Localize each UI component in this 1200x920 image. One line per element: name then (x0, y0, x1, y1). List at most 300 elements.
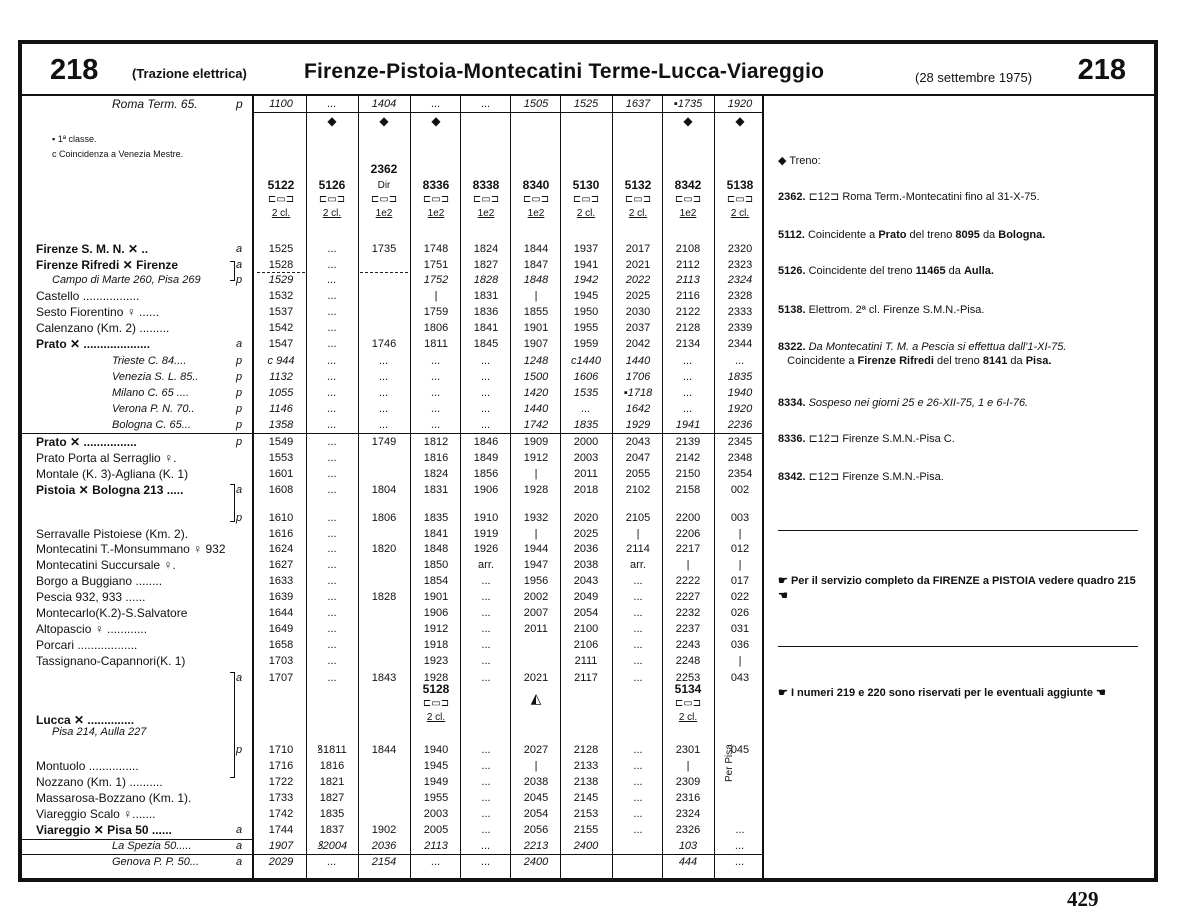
rule (22, 433, 762, 434)
time-cell: 2227 (675, 591, 701, 603)
traction-label: (Trazione elettrica) (132, 66, 247, 81)
train-badge-icon: ⊏12⊐ (808, 471, 840, 483)
time-cell: 1955 (423, 792, 449, 804)
time-cell: 1751 (423, 259, 449, 271)
time-cell: 2007 (523, 607, 549, 619)
train-car-icon: ⊏▭⊐ (726, 194, 754, 205)
station-name (36, 336, 248, 352)
time-cell: ... (481, 672, 491, 684)
time-cell: | (534, 528, 538, 540)
time-cell: 1950 (573, 306, 599, 318)
timetable-frame (18, 40, 1158, 882)
time-cell: 2020 (573, 512, 599, 524)
time-cell: 2021 (523, 672, 549, 684)
time-cell: 017 (730, 575, 750, 587)
time-cell: 2111 (574, 655, 598, 667)
time-cell: 1146 (269, 403, 293, 415)
time-cell: ... (379, 371, 389, 383)
time-cell: 2106 (573, 639, 599, 651)
station-name (36, 241, 248, 257)
time-cell: ... (327, 274, 337, 286)
pointing-hand-icon: ☚ (778, 590, 788, 602)
time-cell: 1821 (319, 776, 345, 788)
time-cell: 2301 (675, 744, 701, 756)
time-cell: 1956 (523, 575, 549, 587)
time-cell: 1627 (268, 559, 294, 571)
time-cell: 1910 (473, 512, 499, 524)
time-cell: 043 (730, 672, 750, 684)
time-cell: ... (379, 419, 389, 431)
origin-time: ... (431, 98, 441, 110)
train-diamond-icon: ◆ (431, 114, 441, 128)
time-cell: 2113 (424, 840, 448, 852)
arrival-departure-flag: p (236, 403, 243, 415)
time-cell: ... (481, 607, 491, 619)
time-cell: 1837 (319, 824, 345, 836)
time-cell: 1835 (727, 371, 753, 383)
time-cell: 1532 (268, 290, 294, 302)
time-cell: ... (633, 760, 643, 772)
time-cell: 2316 (675, 792, 701, 804)
train-number: 2362 (370, 162, 398, 176)
time-cell: 2037 (625, 322, 651, 334)
time-cell: ... (327, 452, 337, 464)
time-cell: ... (327, 856, 337, 868)
pointing-hand-icon: ☚ (1096, 687, 1106, 699)
arrival-departure-flag: a (236, 824, 243, 836)
train-class: 2 cl. (678, 712, 698, 723)
time-cell: 2253 (675, 672, 701, 684)
station-label: Castello ................. (36, 289, 140, 303)
train-diamond-icon: ◆ (683, 114, 693, 128)
train-number: 8338 (472, 178, 500, 192)
train-class: 2 cl. (426, 712, 446, 723)
time-cell: arr. (478, 559, 494, 571)
origin-time: 1920 (727, 98, 753, 110)
arrival-departure-flag: a (236, 484, 243, 496)
station-label: Viareggio ✕ Pisa 50 ...... (36, 823, 172, 837)
time-cell: 1937 (573, 243, 599, 255)
time-cell: 2025 (625, 290, 651, 302)
time-cell: 1639 (268, 591, 294, 603)
train-car-icon: ⊏▭⊐ (472, 194, 500, 205)
station-name (36, 621, 248, 637)
time-cell: 1827 (473, 259, 499, 271)
train-class: 1e2 (427, 208, 445, 219)
time-cell: 2102 (625, 484, 651, 496)
train-number: 5122 (267, 178, 295, 192)
time-cell: 2017 (625, 243, 651, 255)
time-cell: 2025 (573, 528, 599, 540)
brace-lucca (230, 672, 235, 778)
time-cell: 2138 (573, 776, 599, 788)
time-column-divider (358, 94, 359, 882)
time-cell: 2222 (675, 575, 701, 587)
time-cell: ... (481, 808, 491, 820)
time-cell: 2154 (371, 856, 397, 868)
rule (257, 272, 305, 273)
time-cell: 003 (730, 512, 750, 524)
train-number: 8336 (422, 178, 450, 192)
station-label: Porcari .................. (36, 638, 138, 652)
time-cell: ... (735, 840, 745, 852)
arrival-departure-flag: p (236, 436, 243, 448)
time-cell: | (686, 559, 690, 571)
time-cell: 1941 (675, 419, 701, 431)
time-cell: ... (633, 623, 643, 635)
train-car-icon: ⊏▭⊐ (522, 194, 550, 205)
time-cell: ... (327, 419, 337, 431)
time-cell: ... (481, 776, 491, 788)
time-cell: 1848 (523, 274, 549, 286)
station-label: Milano C. 65 .... (112, 387, 190, 399)
time-cell: 2021 (625, 259, 651, 271)
time-cell: ... (327, 403, 337, 415)
station-name (36, 466, 248, 482)
time-cell: 1928 (523, 484, 549, 496)
time-cell: ... (481, 591, 491, 603)
time-cell: 1912 (523, 452, 549, 464)
train-class: 1e2 (477, 208, 495, 219)
note-8322: 8322. Da Montecatini T. M. a Pescia si effettua dall'1-XI-75. Coincidente a Firenze Rifredi del treno 8141 da Pisa. (778, 341, 1067, 367)
time-cell: 1055 (268, 387, 294, 399)
rule (360, 272, 408, 273)
time-cell: 1804 (371, 484, 397, 496)
time-cell: 1907 (523, 338, 549, 350)
time-cell: 2043 (573, 575, 599, 587)
station-label: Montale (K. 3)-Agliana (K. 1) (36, 467, 189, 481)
station-label: La Spezia 50..... (112, 840, 192, 852)
station-label: Calenzano (Km. 2) ......... (36, 321, 170, 335)
time-cell: 2036 (573, 543, 599, 555)
arrival-departure-flag: p (236, 355, 243, 367)
time-cell: 1926 (473, 543, 499, 555)
time-cell: 1616 (268, 528, 294, 540)
time-cell: 1945 (573, 290, 599, 302)
train-car-icon: ⊏▭⊐ (422, 194, 450, 205)
time-cell: 012 (730, 543, 750, 555)
train-badge-icon: ⊏12⊐ (808, 191, 840, 203)
time-cell: 2002 (523, 591, 549, 603)
time-cell: 2042 (625, 338, 651, 350)
origin-time: ... (327, 98, 337, 110)
time-cell: ... (327, 512, 337, 524)
time-cell: ... (327, 468, 337, 480)
station-name (36, 304, 248, 320)
time-cell: 2400 (523, 856, 549, 868)
train-number: 5128 (422, 682, 450, 696)
time-cell: ... (735, 856, 745, 868)
time-cell: 1824 (473, 243, 499, 255)
time-cell: ... (431, 419, 441, 431)
train-car-icon: ⊏▭⊐ (370, 194, 398, 205)
time-cell: 2029 (268, 856, 294, 868)
time-cell: ... (327, 591, 337, 603)
time-cell: ... (431, 403, 441, 415)
time-cell: 2206 (675, 528, 701, 540)
time-cell: 1749 (371, 436, 397, 448)
time-cell: ... (683, 355, 693, 367)
station-name (36, 557, 248, 573)
time-cell: 2112 (676, 259, 700, 271)
note-servizio-completo: ☛ Per il servizio completo da FIRENZE a PISTOIA vedere quadro 215 ☚ (778, 575, 1136, 602)
time-cell: 1831 (473, 290, 499, 302)
train-car-icon: ⊏▭⊐ (674, 698, 702, 709)
time-cell: 1816 (319, 760, 345, 772)
note-8334: 8334. Sospeso nei giorni 25 e 26-XII-75, 1 e 6-I-76. (778, 397, 1029, 409)
time-cell: ... (633, 575, 643, 587)
time-cell: 1649 (268, 623, 294, 635)
time-cell: ... (327, 436, 337, 448)
legend-first-class: ▪ 1ª classe. (52, 134, 97, 144)
time-cell: 1624 (268, 543, 294, 555)
time-cell: ... (481, 655, 491, 667)
time-cell: arr. (630, 559, 646, 571)
time-column-divider (612, 94, 613, 882)
station-name (36, 605, 248, 621)
station-name (36, 589, 248, 605)
time-cell: 2030 (625, 306, 651, 318)
time-cell: 1420 (523, 387, 549, 399)
time-cell: 1909 (523, 436, 549, 448)
time-cell: 2038 (523, 776, 549, 788)
note-5112: 5112. Coincidente a Prato del treno 8095 da Bologna. (778, 229, 1046, 241)
train-number: 8342 (674, 178, 702, 192)
time-cell: 1549 (268, 436, 294, 448)
train-diamond-icon: ◆ (735, 114, 745, 128)
arrival-departure-flag: p (236, 419, 243, 431)
time-cell: 1500 (523, 371, 549, 383)
arrival-departure-flag: a (236, 856, 243, 868)
origin-time: 1505 (523, 98, 549, 110)
time-cell: 1912 (423, 623, 449, 635)
time-cell: 2328 (727, 290, 753, 302)
time-cell: 1843 (371, 672, 397, 684)
brace-rifredi (230, 261, 235, 281)
station-name (36, 790, 248, 806)
note-8336: 8336. ⊏12⊐ Firenze S.M.N.-Pisa C. (778, 433, 955, 445)
time-cell: ... (735, 824, 745, 836)
time-cell: 1844 (523, 243, 549, 255)
time-column-divider (460, 94, 461, 882)
time-cell: 1610 (268, 512, 294, 524)
arrival-departure-flag: a (236, 338, 243, 350)
station-name (36, 482, 248, 498)
arrival-departure-flag: a (236, 672, 243, 684)
time-cell: ... (327, 607, 337, 619)
time-cell: 103 (678, 840, 698, 852)
time-cell: ... (633, 808, 643, 820)
time-cell: ... (327, 387, 337, 399)
station-label: Genova P. P. 50... (112, 856, 200, 868)
time-cell: 2158 (675, 484, 701, 496)
time-cell: 2145 (573, 792, 599, 804)
arrival-departure-flag: p (236, 371, 243, 383)
time-cell: ... (327, 672, 337, 684)
time-cell: 2043 (625, 436, 651, 448)
time-cell: ... (633, 607, 643, 619)
station-label: Pistoia ✕ Bologna 213 ..... (36, 483, 184, 497)
time-cell: 1831 (423, 484, 449, 496)
timetable-header (22, 44, 1154, 96)
train-number: 8340 (522, 178, 550, 192)
time-cell: 2345 (727, 436, 753, 448)
station-column-divider (252, 94, 254, 882)
station-name (36, 450, 248, 466)
time-cell: 1542 (268, 322, 294, 334)
station-label: Firenze Rifredi ✕ Firenze (36, 258, 179, 272)
time-cell: 1835 (573, 419, 599, 431)
time-cell: 1601 (268, 468, 294, 480)
time-cell: 2320 (727, 243, 753, 255)
time-cell: 1358 (268, 419, 294, 431)
time-cell: ... (481, 371, 491, 383)
time-cell: 2038 (573, 559, 599, 571)
time-cell: ... (327, 484, 337, 496)
time-cell: 2213 (523, 840, 549, 852)
time-cell: 1529 (268, 274, 294, 286)
time-column-divider (510, 94, 511, 882)
time-cell: 1855 (523, 306, 549, 318)
time-cell: 1606 (573, 371, 599, 383)
time-cell: ... (683, 371, 693, 383)
time-cell: 2011 (574, 468, 598, 480)
time-cell: 2133 (573, 760, 599, 772)
time-cell: 1835 (423, 512, 449, 524)
origin-time: 1100 (269, 98, 293, 110)
time-cell: ... (481, 744, 491, 756)
arrival-departure-flag: p (236, 274, 243, 286)
time-cell: 2134 (675, 338, 701, 350)
time-cell: ... (683, 403, 693, 415)
time-cell: 1537 (268, 306, 294, 318)
time-cell: ... (327, 575, 337, 587)
divider (778, 646, 1138, 647)
time-cell: 2047 (625, 452, 651, 464)
time-cell: 2344 (727, 338, 753, 350)
time-column-divider (560, 94, 561, 882)
train-class: 2 cl. (730, 208, 750, 219)
time-cell: ... (481, 387, 491, 399)
time-cell: 2326 (675, 824, 701, 836)
time-cell: 1847 (523, 259, 549, 271)
time-cell: 2049 (573, 591, 599, 603)
treno-label: ◆ Treno: (778, 155, 821, 167)
time-cell: 2324 (727, 274, 753, 286)
time-cell: 031 (730, 623, 750, 635)
time-cell: ... (327, 639, 337, 651)
time-cell: ... (327, 306, 337, 318)
station-label: Prato ✕ ................ (36, 435, 137, 449)
table-number-right: 218 (1077, 54, 1126, 86)
station-name (36, 526, 248, 542)
time-column-divider (410, 94, 411, 882)
train-class: 1e2 (375, 208, 393, 219)
time-cell: 1932 (523, 512, 549, 524)
time-cell: 1941 (573, 259, 599, 271)
time-cell: 2114 (626, 543, 650, 555)
time-cell: ... (683, 387, 693, 399)
train-car-icon: ⊏▭⊐ (267, 194, 295, 205)
page-number: 429 (1067, 887, 1099, 911)
arrival-departure-flag: p (236, 387, 243, 399)
station-label: Trieste C. 84.... (112, 355, 187, 367)
time-cell: 2153 (573, 808, 599, 820)
time-cell: 1703 (268, 655, 294, 667)
time-cell: 1845 (473, 338, 499, 350)
time-cell: | (738, 559, 742, 571)
station-name (36, 320, 248, 336)
time-cell: 2003 (423, 808, 449, 820)
time-cell: ... (327, 338, 337, 350)
legend-coincidence: c Coincidenza a Venezia Mestre. (52, 149, 184, 159)
time-cell: 1742 (268, 808, 294, 820)
time-cell: 1608 (268, 484, 294, 496)
station-name (36, 806, 248, 822)
time-cell: 1942 (573, 274, 599, 286)
train-number: 5134 (674, 682, 702, 696)
time-cell: 1907 (268, 840, 294, 852)
time-cell: 1906 (423, 607, 449, 619)
time-cell: | (686, 760, 690, 772)
time-cell: 1752 (423, 274, 449, 286)
station-name (36, 541, 248, 557)
time-cell: ... (379, 403, 389, 415)
station-name (36, 822, 248, 838)
time-cell: 2003 (573, 452, 599, 464)
time-cell: 2354 (727, 468, 753, 480)
time-cell: 1553 (268, 452, 294, 464)
time-cell: ... (481, 419, 491, 431)
time-cell: 1642 (625, 403, 651, 415)
station-label: Tassignano-Capannori(K. 1) (36, 654, 186, 668)
time-cell: 1707 (268, 672, 294, 684)
pointing-hand-icon: ☛ (778, 687, 788, 699)
time-cell: ... (481, 824, 491, 836)
train-number: 5138 (726, 178, 754, 192)
time-cell: 2348 (727, 452, 753, 464)
train-class: 1e2 (527, 208, 545, 219)
time-cell: 1835 (319, 808, 345, 820)
train-car-icon: ⊏▭⊐ (572, 194, 600, 205)
time-cell: 444 (678, 856, 698, 868)
time-cell: 1735 (371, 243, 397, 255)
time-cell: ... (581, 403, 591, 415)
train-class: 2 cl. (628, 208, 648, 219)
time-cell: 2248 (675, 655, 701, 667)
time-cell: ... (481, 355, 491, 367)
station-name (36, 573, 248, 589)
time-cell: 2056 (523, 824, 549, 836)
time-cell: 2400 (573, 840, 599, 852)
station-label: Bologna C. 65... (112, 419, 191, 431)
time-cell: ... (633, 792, 643, 804)
time-cell: ... (481, 856, 491, 868)
time-cell: ꝸ1811 (317, 744, 347, 756)
time-cell: 2054 (523, 808, 549, 820)
train-category: Dir (377, 180, 391, 191)
time-cell: ... (633, 824, 643, 836)
time-cell: ▪1718 (623, 387, 653, 399)
station-label: Venezia S. L. 85.. (112, 371, 199, 383)
time-cell: 1132 (269, 371, 293, 383)
divider (778, 530, 1138, 531)
station-name (36, 758, 248, 774)
time-cell: 2011 (524, 623, 548, 635)
station-label: Montecarlo(K.2)-S.Salvatore (36, 606, 188, 620)
time-cell: 2027 (523, 744, 549, 756)
station-label: Sesto Fiorentino ♀ ...... (36, 305, 160, 319)
